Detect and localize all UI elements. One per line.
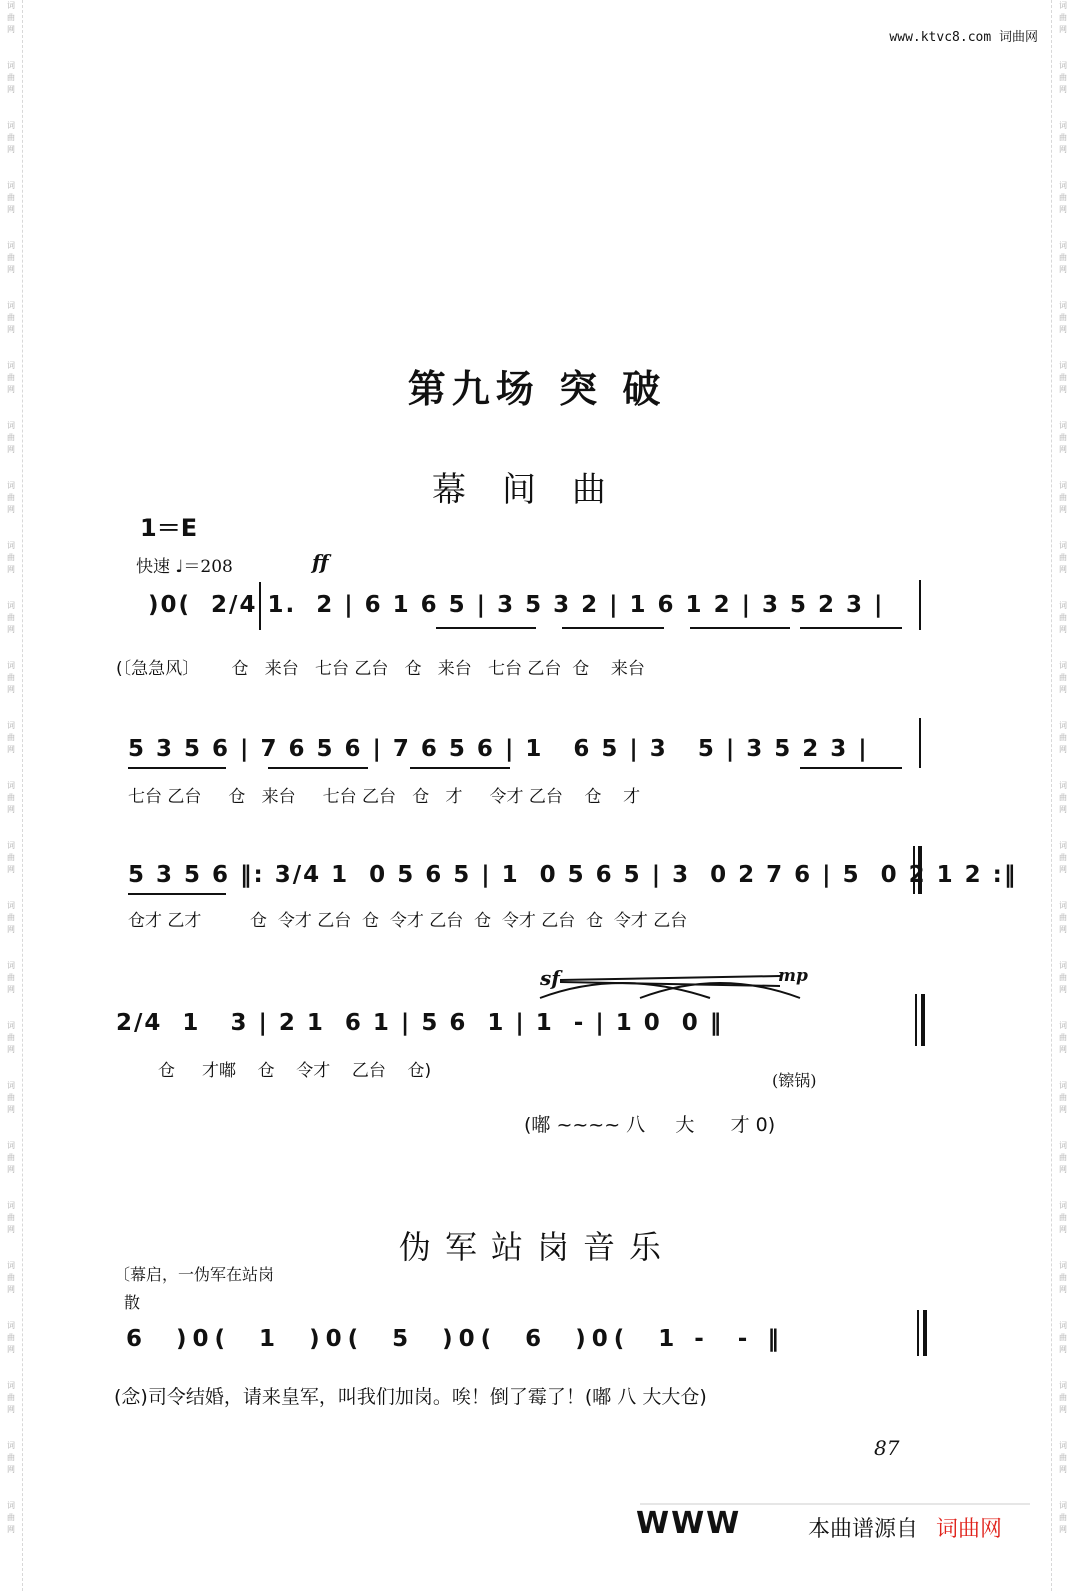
side-watermark: 词曲网 — [7, 541, 15, 574]
dynamic-ff: ff — [312, 550, 329, 574]
side-watermark: 词曲网 — [7, 61, 15, 94]
free-tempo-marking: 散 — [124, 1293, 141, 1312]
side-watermark: 词曲网 — [7, 481, 15, 514]
side-watermark: 词曲网 — [7, 901, 15, 934]
side-watermark: 词曲网 — [7, 1201, 15, 1234]
side-watermark: 词曲网 — [1059, 1141, 1067, 1174]
side-watermark: 词曲网 — [1059, 601, 1067, 634]
lyrics-row-4-percussion: (嘟 ~~~~ 八 大 才 0) — [524, 1114, 776, 1136]
side-watermark: 词曲网 — [1059, 121, 1067, 154]
site-url[interactable]: www.ktvc8.com 词曲网 — [889, 30, 1038, 45]
side-watermark: 词曲网 — [1059, 1321, 1067, 1354]
side-watermark: 词曲网 — [1059, 661, 1067, 694]
side-watermark: 词曲网 — [7, 661, 15, 694]
side-watermark: 词曲网 — [7, 961, 15, 994]
side-watermark: 词曲网 — [7, 1261, 15, 1294]
side-watermark: 词曲网 — [7, 301, 15, 334]
footer-logo: WWW — [636, 1506, 742, 1541]
dynamic-sf: sf — [540, 966, 560, 990]
key-signature: 1＝E — [140, 514, 198, 542]
side-watermark: 词曲网 — [1059, 1201, 1067, 1234]
side-watermark: 词曲网 — [1059, 1, 1067, 34]
section-title-guard-music: 伪军站岗音乐 — [398, 1228, 675, 1266]
side-watermark: 词曲网 — [1059, 1441, 1067, 1474]
page-number: 87 — [874, 1436, 900, 1460]
side-watermark: 词曲网 — [1059, 1381, 1067, 1414]
side-watermark: 词曲网 — [7, 841, 15, 874]
tempo-marking: 快速 ♩＝208 — [136, 557, 233, 577]
side-watermark: 词曲网 — [1059, 241, 1067, 274]
notation-row-3: 5 3 5 6 ‖: 3/4 1 0 5 6 5 | 1 0 5 6 5 | 3 0 2 7 6 | 5 0 2 1 2 :‖ — [128, 862, 1018, 888]
side-watermark: 词曲网 — [1059, 181, 1067, 214]
lyrics-row-1: (〔急急风〕 仓 来台 七台 乙台 仓 来台 七台 乙台 仓 来台 — [116, 659, 645, 679]
side-watermark: 词曲网 — [1059, 781, 1067, 814]
side-watermark: 词曲网 — [1059, 1021, 1067, 1054]
lyrics-row-3: 仓才 乙才 仓 令才 乙台 仓 令才 乙台 仓 令才 乙台 仓 令才 乙台 — [128, 911, 688, 931]
side-watermark: 词曲网 — [1059, 721, 1067, 754]
side-watermark: 词曲网 — [1059, 541, 1067, 574]
notation-guard: 6 )0( 1 )0( 5 )0( 6 )0( 1 - - ‖ — [126, 1326, 785, 1352]
side-watermark: 词曲网 — [7, 361, 15, 394]
side-watermark: 词曲网 — [1059, 901, 1067, 934]
side-watermark: 词曲网 — [7, 1, 15, 34]
side-watermark: 词曲网 — [7, 241, 15, 274]
side-watermark: 词曲网 — [1059, 481, 1067, 514]
side-watermark: 词曲网 — [7, 1081, 15, 1114]
hairpin — [560, 976, 780, 980]
side-watermark: 词曲网 — [7, 1321, 15, 1354]
side-watermark: 词曲网 — [7, 781, 15, 814]
notation-row-2: 5 3 5 6 | 7 6 5 6 | 7 6 5 6 | 1 6 5 | 3 5 | 3 5 2 3 | — [128, 736, 869, 762]
side-watermark: 词曲网 — [7, 421, 15, 454]
section-title-interlude: 幕间曲 — [432, 470, 642, 510]
dynamic-mp: mp — [778, 966, 808, 986]
footer-site-link[interactable]: 词曲网 — [936, 1517, 1003, 1542]
side-watermark: 词曲网 — [7, 601, 15, 634]
side-watermark: 词曲网 — [1059, 421, 1067, 454]
side-watermark: 词曲网 — [7, 121, 15, 154]
side-watermark: 词曲网 — [7, 721, 15, 754]
side-watermark: 词曲网 — [1059, 841, 1067, 874]
side-watermark: 词曲网 — [1059, 961, 1067, 994]
page-title: 第九场 突 破 — [407, 367, 667, 411]
side-watermark: 词曲网 — [7, 181, 15, 214]
side-watermark: 词曲网 — [1059, 1501, 1067, 1534]
side-watermark: 词曲网 — [7, 1141, 15, 1174]
side-watermark: 词曲网 — [1059, 301, 1067, 334]
lyrics-row-2: 七台 乙台 仓 来台 七台 乙台 仓 才 令才 乙台 仓 才 — [128, 787, 641, 807]
side-watermark: 词曲网 — [1059, 361, 1067, 394]
footer-source-text: 本曲谱源自 — [808, 1517, 919, 1542]
lyrics-row-4: 仓 才嘟 仓 令才 乙台 仓) — [158, 1061, 432, 1081]
side-watermark: 词曲网 — [7, 1381, 15, 1414]
stage-direction: 〔幕启，一伪军在站岗 — [114, 1265, 275, 1284]
side-watermark: 词曲网 — [7, 1501, 15, 1534]
side-watermark: 词曲网 — [1059, 1261, 1067, 1294]
side-watermark: 词曲网 — [1059, 1081, 1067, 1114]
notation-row-1: )0( 2/4 1. 2 | 6 1 6 5 | 3 5 3 2 | 1 6 1 2 | 3 5 2 3 | — [148, 592, 885, 618]
side-watermark: 词曲网 — [1059, 61, 1067, 94]
side-watermark: 词曲网 — [7, 1021, 15, 1054]
instrument-note: (镲锅) — [772, 1071, 817, 1090]
lyrics-guard: (念)司令结婚，请来皇军，叫我们加岗。唉！倒了霉了！(嘟 八 大大仓) — [114, 1386, 707, 1408]
side-watermark: 词曲网 — [7, 1441, 15, 1474]
notation-row-4: 2/4 1 3 | 2 1 6 1 | 5 6 1 | 1 - | 1 0 0 ‖ — [116, 1010, 724, 1036]
